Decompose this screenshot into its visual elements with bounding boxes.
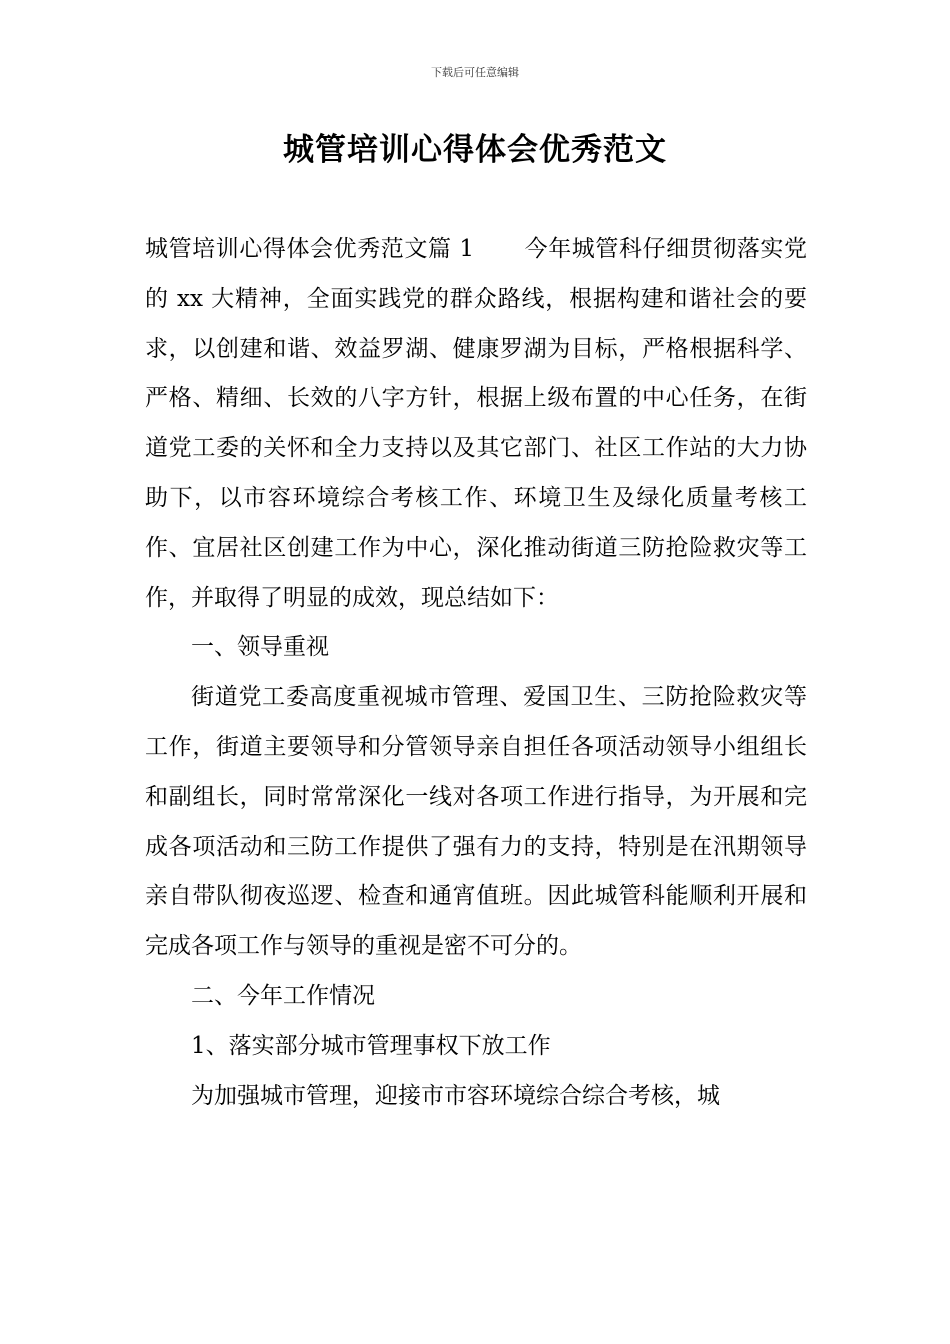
article-label: 城管培训心得体会优秀范文篇 1: [145, 236, 475, 262]
subsection-heading-1: 1、落实部分城市管理事权下放工作: [191, 1032, 551, 1059]
intro-text: 今年城管科仔细贯彻落实党的 xx 大精神，全面实践党的群众路线，根据构建和谐社会的要求，以创建和谐、效益罗湖、健康罗湖为目标，严格根据科学、严格、精细、长效的八字方针，根据上级布置的中心任务，在街道党工委的关怀和全力支持以及其它部门、社区工作站的大力协助下，以市容环境综合考核工作、环境卫生及绿化质量考核工作、宜居社区创建工作为中心，深化推动街道三防抢险救灾等工作，并取得了明显的成效，现总结如下：: [145, 236, 807, 611]
section-heading-2: 二、今年工作情况: [191, 982, 375, 1009]
document-body: [145, 225, 807, 1121]
document-title: 城管培训心得体会优秀范文: [283, 132, 667, 168]
section-heading-1: 一、领导重视: [191, 634, 329, 661]
intro-paragraph: [145, 225, 807, 623]
body-paragraph-1: 街道党工委高度重视城市管理、爱国卫生、三防抢险救灾等工作，街道主要领导和分管领导亲自担任各项活动领导小组组长和副组长，同时常常深化一线对各项工作进行指导，为开展和完成各项活动和三防工作提供了强有力的支持，特别是在汛期领导亲自带队彻夜巡逻、检查和通宵值班。因此城管科能顺利开展和完成各项工作与领导的重视是密不可分的。: [145, 684, 807, 960]
header-note: 下载后可任意编辑: [431, 66, 519, 79]
body-paragraph-2: 为加强城市管理，迎接市市容环境综合综合考核，城: [191, 1082, 720, 1109]
